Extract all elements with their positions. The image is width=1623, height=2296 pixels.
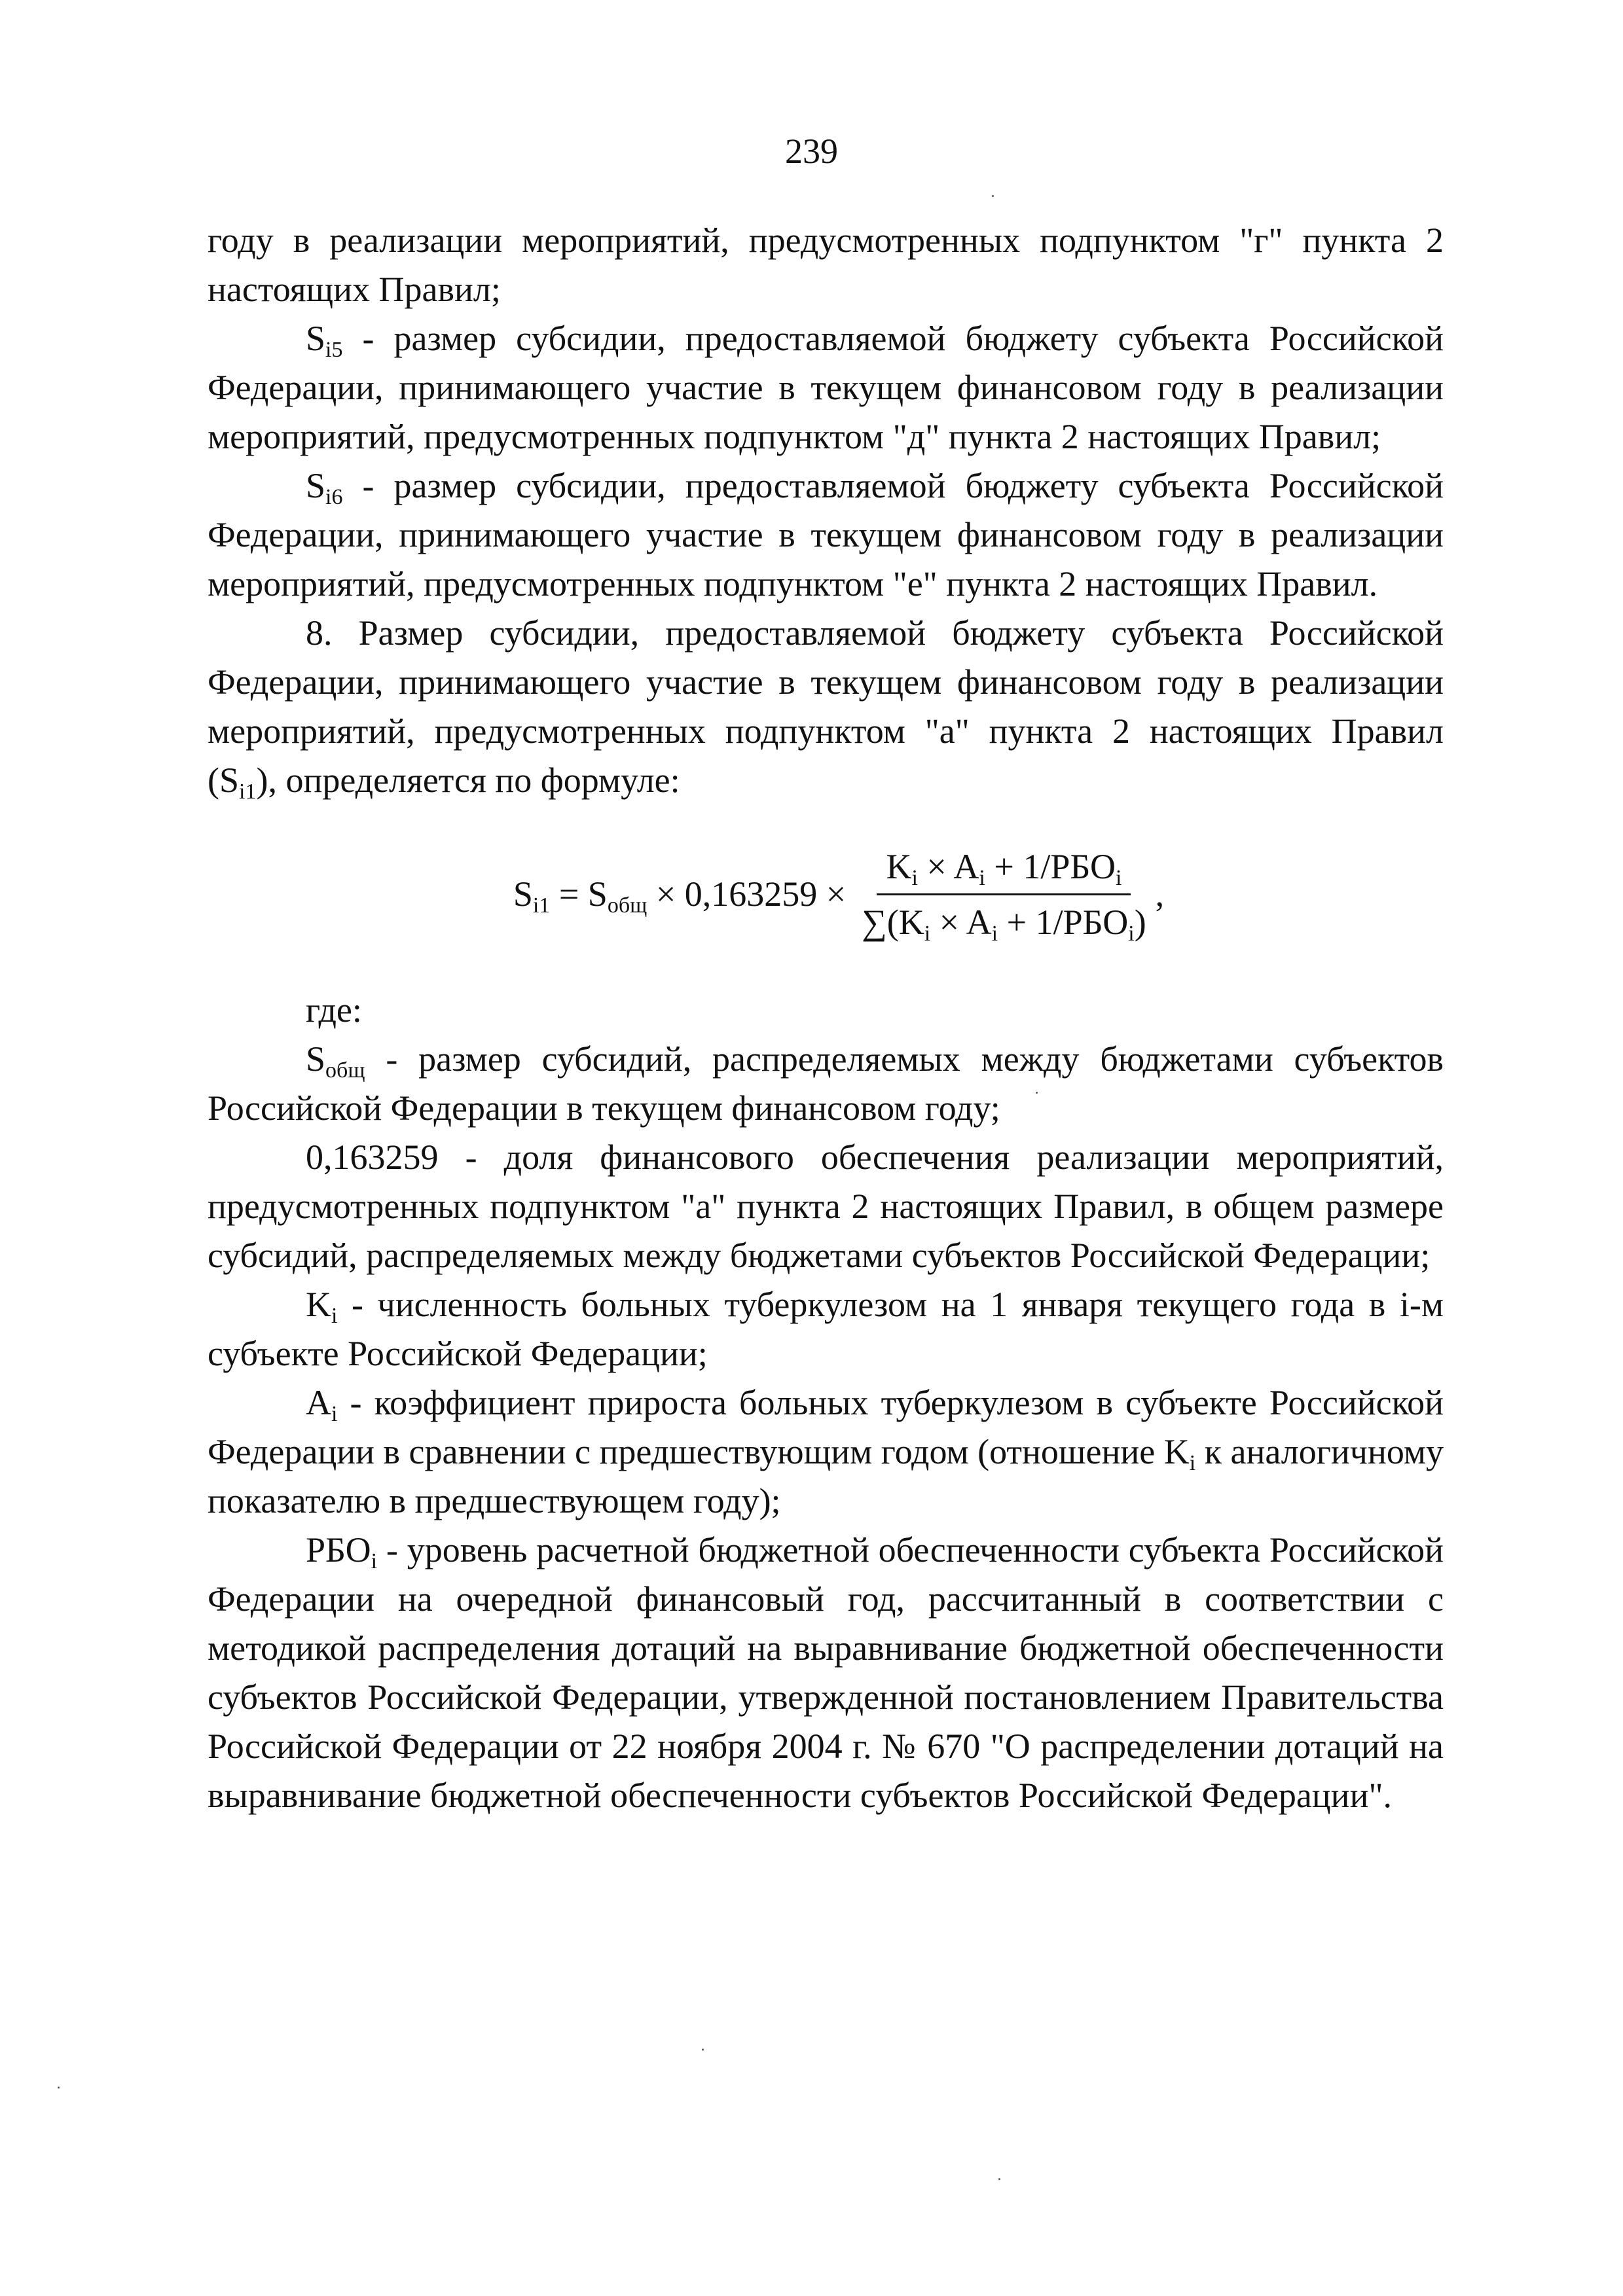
document-body (208, 216, 1444, 1820)
paragraph-text: 8. Размер субсидии, предоставляемой бюджету субъекта Российской Федерации, принимающего участие в текущем финансовом году в реализации мероприятий, предусмотренных подпунктом "а" пункта 2 настоящих Правил (S (208, 613, 1444, 800)
paragraph-text: - размер субсидии, предоставляемой бюджету субъекта Российской Федерации, принимающего участие в текущем финансовом году в реализации мероприятий, предусмотренных подпунктом "е" пункта 2 настоящих Правил. (208, 466, 1444, 603)
symbol: S (306, 466, 326, 505)
paragraph-si5 (208, 314, 1444, 461)
paragraph-si6 (208, 461, 1444, 609)
scan-speck (58, 2087, 60, 2089)
formula-denominator: $\sum(K_i \times A_i + 1/РБО_i)$ (862, 902, 1146, 946)
formula-coefficient: × 0,163259 × (647, 874, 847, 914)
formula (208, 829, 1444, 960)
definition-ki: $K_i$ - численность больных туберкулезом на 1 января текущего года в i-м субъекте Российской Федерации; (208, 1285, 1444, 1373)
scan-speck (998, 2178, 1000, 2180)
formula-comma: , (1155, 874, 1165, 914)
symbol-subscript: i1 (239, 780, 257, 804)
definition-s-total: $S_{общ}$ - размер субсидий, распределяемых между бюджетами субъектов Российской Федерации в текущем финансовом году; (208, 1039, 1444, 1128)
scan-speck (702, 2049, 704, 2051)
formula-lhs: $S_{i1}$ (513, 874, 551, 918)
paragraph-text: ), определяется по формуле: (256, 761, 680, 800)
paragraph-text: - размер субсидии, предоставляемой бюджету субъекта Российской Федерации, принимающего участие в текущем финансовом году в реализации мероприятий, предусмотренных подпунктом "д" пункта 2 настоящих Правил; (208, 319, 1444, 456)
definition-coefficient: 0,163259 - доля финансового обеспечения реализации мероприятий, предусмотренных подпунктом "а" пункта 2 настоящих Правил, в общем размере субсидий, распределяемых между бюджетами субъектов Российской Федерации; (208, 1138, 1444, 1275)
symbol-subscript: i6 (325, 485, 343, 509)
paragraph-continuation: году в реализации мероприятий, предусмотренных подпунктом "г" пункта 2 настоящих Правил; (208, 221, 1444, 309)
symbol-subscript: i5 (325, 338, 343, 362)
symbol: S (306, 319, 326, 358)
scan-speck (1036, 1092, 1038, 1094)
paragraph-8 (208, 609, 1444, 805)
formula-numerator: $K_i \times A_i + 1/РБО_i$ (877, 844, 1131, 895)
formula-equals: = (550, 874, 588, 914)
formula-total: $S_{общ}$ (587, 874, 647, 918)
where-label: где: (306, 990, 362, 1030)
formula-fraction (852, 844, 1155, 945)
page-number: 239 (785, 132, 838, 171)
definition-rbo: $РБО_i$ - уровень расчетной бюджетной обеспеченности субъекта Российской Федерации на очередной финансовый год, рассчитанный в соответствии с методикой распределения дотаций на выравнивание бюджетной обеспеченности субъектов Российской Федерации, утвержденной постановлением Правительства Российской Федерации от 22 ноября 2004 г. № 670 "О распределении дотаций на выравнивание бюджетной обеспеченности субъектов Российской Федерации". (208, 1530, 1444, 1815)
definition-ai: $A_i$ - коэффициент прироста больных туберкулезом в субъекте Российской Федерации в сравнении с предшествующим годом (отношение $K_i$ к аналогичному показателю в предшествующем году); (208, 1383, 1444, 1520)
scan-speck (992, 195, 994, 197)
